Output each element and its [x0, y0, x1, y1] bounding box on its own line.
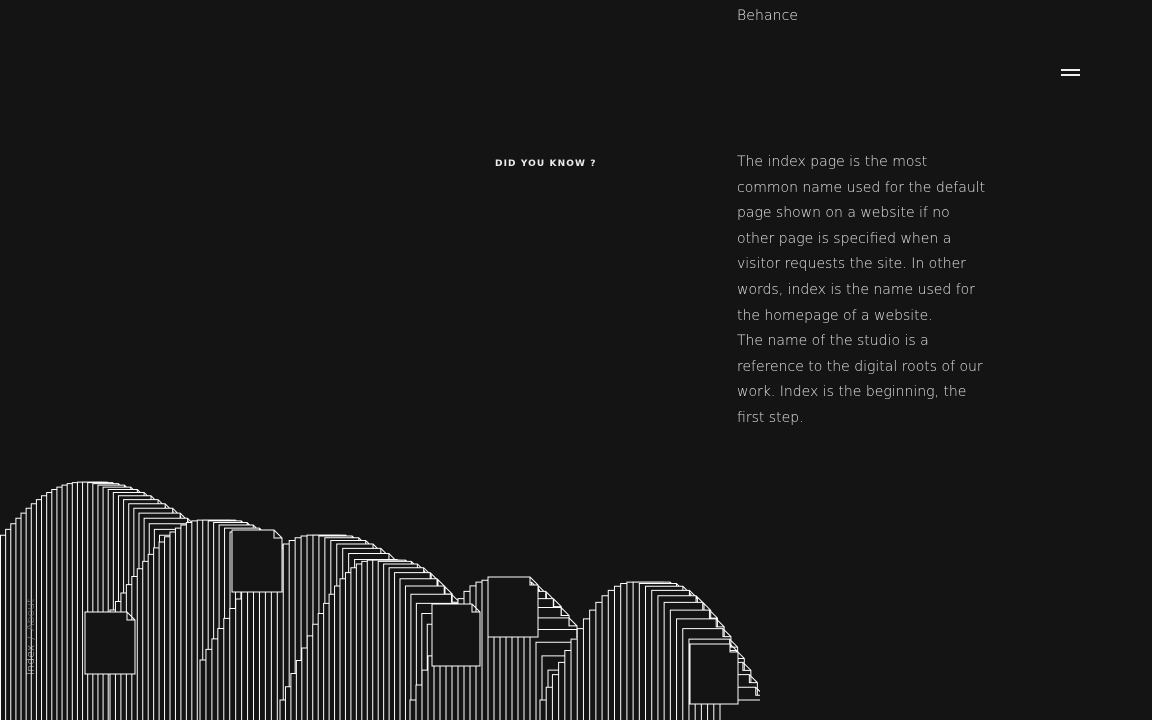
breadcrumb-current: About: [24, 598, 37, 631]
section-label: DID YOU KNOW ?: [495, 159, 597, 169]
page-outline-shape: [232, 530, 282, 592]
breadcrumb: [24, 598, 37, 675]
breadcrumb-link-index[interactable]: Index: [24, 644, 37, 675]
page-outline-shape: [432, 604, 480, 666]
about-text: [737, 150, 987, 432]
breadcrumb-separator: /: [24, 635, 37, 640]
page-outline-shape: [488, 577, 538, 637]
menu-button[interactable]: [1060, 66, 1082, 80]
page-outline-shape: [85, 612, 135, 674]
about-paragraph: The index page is the most common name used for the default page shown on a website if no other page is specified when a visitor requests the site. In other words, index is the name used for the homepage of a website.: [737, 154, 986, 324]
behance-link[interactable]: Behance: [737, 8, 799, 24]
about-paragraph: The name of the studio is a reference to the digital roots of our work. Index is the beginning, the first step.: [737, 333, 983, 426]
page-outline-shape: [690, 644, 738, 704]
stacked-pages-wave-illustration: [0, 460, 760, 720]
